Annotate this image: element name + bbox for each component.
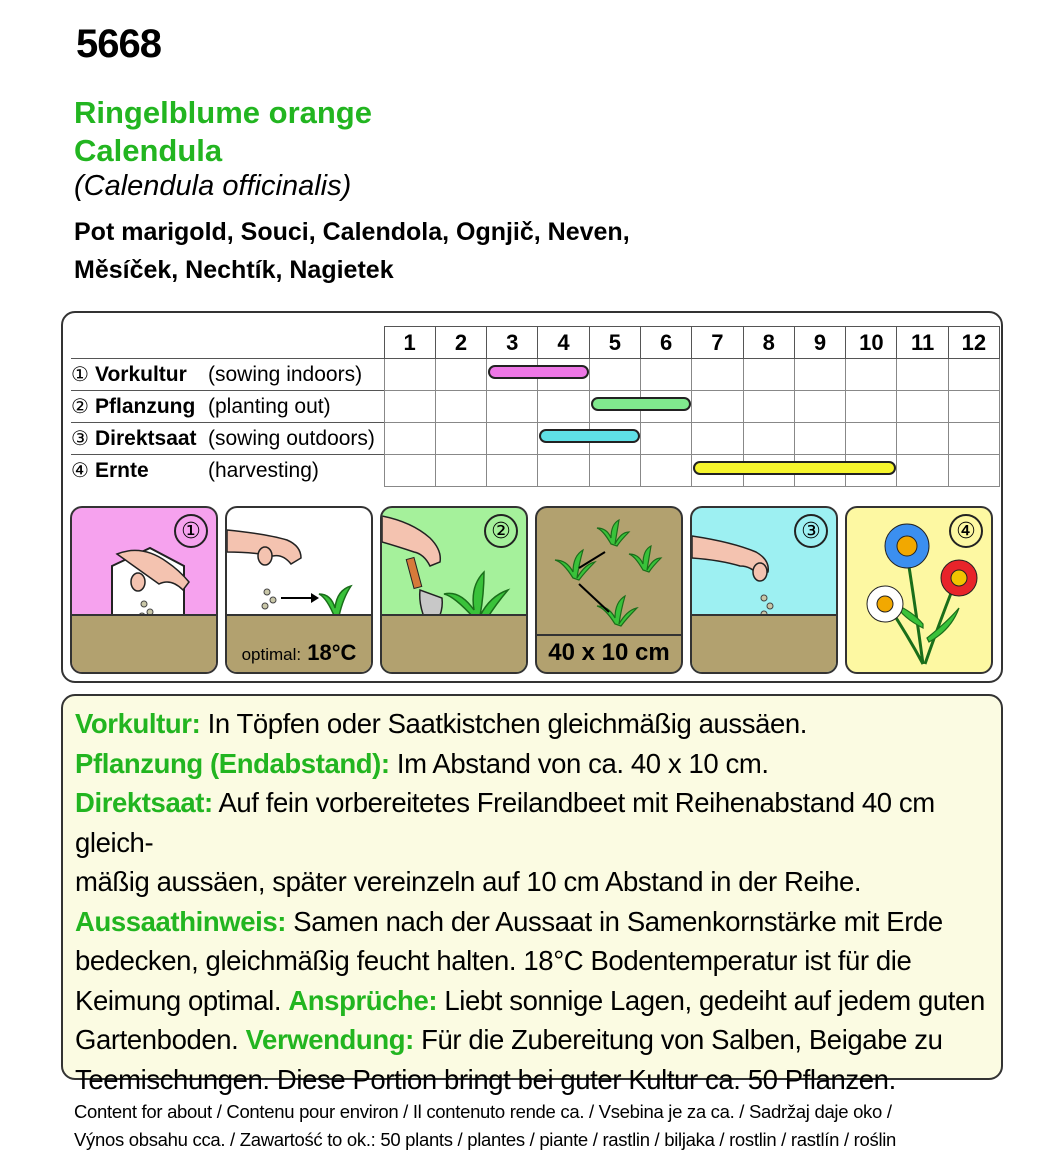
month-cell bbox=[538, 455, 589, 487]
spacing-label: 40 x 10 cm bbox=[537, 634, 681, 672]
month-cell bbox=[948, 455, 999, 487]
month-header: 2 bbox=[435, 327, 486, 359]
panel-germination-temperature bbox=[225, 506, 373, 674]
panel-plant-spacing bbox=[535, 506, 683, 674]
month-cell bbox=[384, 359, 435, 391]
panel-direct-sowing bbox=[690, 506, 838, 674]
month-header: 4 bbox=[538, 327, 589, 359]
vorkultur-text: In Töpfen oder Saatkistchen gleichmäßig aussäen. bbox=[200, 708, 808, 739]
month-cell bbox=[794, 455, 845, 487]
ansprueche-text-cont: Gartenboden. bbox=[75, 1024, 246, 1055]
vorkultur-label: Vorkultur: bbox=[75, 708, 201, 739]
month-cell bbox=[538, 391, 589, 423]
step-number-icon: ① bbox=[71, 364, 89, 386]
month-cell bbox=[948, 391, 999, 423]
month-cell bbox=[897, 359, 948, 391]
step-number-icon: ① bbox=[174, 514, 208, 548]
ansprueche-text: Liebt sonnige Lagen, gedeiht auf jedem guten bbox=[437, 984, 985, 1016]
month-cell bbox=[846, 359, 897, 391]
latin-name: (Calendula officinalis) bbox=[74, 170, 352, 202]
direktsaat-text-cont: mäßig aussäen, später vereinzeln auf 10 cm Abstand in der Reihe. bbox=[75, 866, 862, 897]
activity-translation: (sowing indoors) bbox=[208, 363, 363, 386]
month-cell bbox=[846, 423, 897, 455]
month-cell bbox=[692, 423, 743, 455]
month-cell bbox=[692, 391, 743, 423]
month-cell bbox=[897, 391, 948, 423]
month-header: 7 bbox=[692, 327, 743, 359]
cultivation-info bbox=[61, 694, 1003, 1095]
month-header: 8 bbox=[743, 327, 794, 359]
month-cell bbox=[846, 455, 897, 487]
month-header: 11 bbox=[897, 327, 948, 359]
month-cell bbox=[589, 359, 640, 391]
direktsaat-text: Auf fein vorbereitetes Freilandbeet mit Reihenabstand 40 cm gleich- bbox=[75, 787, 935, 858]
aussaathinweis-label: Aussaathinweis: bbox=[75, 905, 287, 937]
month-cell bbox=[948, 423, 999, 455]
optimal-temperature: 18°C bbox=[307, 640, 357, 665]
month-cell bbox=[487, 423, 538, 455]
activity-translation: (planting out) bbox=[208, 395, 331, 418]
optimal-label: optimal: bbox=[241, 645, 302, 664]
month-cell bbox=[897, 423, 948, 455]
article-number: 5668 bbox=[76, 22, 161, 66]
footer-line2: Výnos obsahu cca. / Zawartość to ok.: 50 plants / plantes / piante / rastlin / biljaka / rostlin / rastlín / roślin bbox=[74, 1129, 897, 1150]
panel-planting-out bbox=[380, 506, 528, 674]
month-cell bbox=[640, 455, 691, 487]
sowing-calendar bbox=[61, 311, 1003, 683]
month-cell bbox=[589, 423, 640, 455]
direktsaat-label: Direktsaat: bbox=[75, 787, 213, 818]
verwendung-label: Verwendung: bbox=[245, 1024, 414, 1055]
activity-translation: (harvesting) bbox=[208, 459, 319, 483]
month-cell bbox=[846, 391, 897, 423]
step-number-icon: ② bbox=[71, 396, 89, 418]
month-cell bbox=[487, 391, 538, 423]
month-cell bbox=[384, 423, 435, 455]
calendar-row bbox=[71, 359, 1000, 391]
month-cell bbox=[589, 391, 640, 423]
month-cell bbox=[743, 455, 794, 487]
month-cell bbox=[538, 359, 589, 391]
activity-label: Ernte bbox=[95, 459, 149, 483]
month-cell bbox=[794, 359, 845, 391]
month-cell bbox=[692, 455, 743, 487]
step-number-icon: ③ bbox=[794, 514, 828, 548]
activity-translation: (sowing outdoors) bbox=[208, 427, 375, 450]
ansprueche-label: Ansprüche: bbox=[288, 984, 438, 1016]
month-cell bbox=[794, 391, 845, 423]
activity-label: Vorkultur bbox=[95, 363, 187, 386]
aussaathinweis-text-cont: bedecken, gleichmäßig feucht halten. 18°C Bodentemperatur ist für die bbox=[75, 945, 912, 976]
month-header: 10 bbox=[846, 327, 897, 359]
month-cell bbox=[384, 455, 435, 487]
month-header: 9 bbox=[794, 327, 845, 359]
month-cell bbox=[897, 455, 948, 487]
verwendung-text-cont: Teemischungen. Diese Portion bringt bei guter Kultur ca. 50 Pflanzen. bbox=[75, 1063, 896, 1095]
step-number-icon: ④ bbox=[949, 514, 983, 548]
month-cell bbox=[435, 359, 486, 391]
pflanzung-text: Im Abstand von ca. 40 x 10 cm. bbox=[389, 747, 769, 779]
month-header: 12 bbox=[948, 327, 999, 359]
step-number-icon: ② bbox=[484, 514, 518, 548]
title-german: Ringelblume orange bbox=[74, 95, 372, 130]
month-cell bbox=[487, 359, 538, 391]
common-names-line2: Měsíček, Nechtík, Nagietek bbox=[74, 256, 394, 284]
month-cell bbox=[384, 391, 435, 423]
month-cell bbox=[435, 455, 486, 487]
month-cell bbox=[640, 391, 691, 423]
month-cell bbox=[589, 455, 640, 487]
month-cell bbox=[743, 391, 794, 423]
panel-harvesting bbox=[845, 506, 993, 674]
aussaathinweis-text: Samen nach der Aussaat in Samenkornstärke mit Erde bbox=[286, 905, 943, 937]
month-cell bbox=[487, 455, 538, 487]
month-cell bbox=[640, 359, 691, 391]
calendar-row bbox=[71, 455, 1000, 487]
activity-label: Direktsaat bbox=[95, 427, 197, 450]
common-names-line1: Pot marigold, Souci, Calendola, Ognjič, Neven, bbox=[74, 218, 630, 246]
month-header-row bbox=[71, 327, 1000, 359]
month-cell bbox=[435, 391, 486, 423]
step-number-icon: ③ bbox=[71, 428, 89, 450]
month-cell bbox=[435, 423, 486, 455]
month-header: 3 bbox=[487, 327, 538, 359]
pflanzung-label: Pflanzung (Endabstand): bbox=[75, 747, 390, 779]
activity-label: Pflanzung bbox=[95, 395, 196, 418]
title-genus: Calendula bbox=[74, 133, 223, 168]
month-cell bbox=[692, 359, 743, 391]
verwendung-text: Für die Zubereitung von Salben, Beigabe zu bbox=[413, 1024, 943, 1055]
calendar-row bbox=[71, 423, 1000, 455]
month-header: 5 bbox=[589, 327, 640, 359]
step-number-icon: ④ bbox=[71, 460, 89, 483]
footer-line1: Content for about / Contenu pour environ / Il contenuto rende ca. / Vsebina je za ca. / Sadržaj daje oko / bbox=[74, 1101, 892, 1122]
calendar-row bbox=[71, 391, 1000, 423]
calendar-table bbox=[71, 326, 1000, 487]
month-cell bbox=[640, 423, 691, 455]
panel-sowing-indoors bbox=[70, 506, 218, 674]
month-header: 6 bbox=[640, 327, 691, 359]
aussaathinweis-text-end: Keimung optimal. bbox=[75, 984, 289, 1016]
content-footer bbox=[74, 1098, 896, 1154]
month-header: 1 bbox=[384, 327, 435, 359]
cultivation-text bbox=[75, 704, 990, 1099]
month-cell bbox=[794, 423, 845, 455]
month-cell bbox=[743, 359, 794, 391]
month-cell bbox=[538, 423, 589, 455]
month-cell bbox=[948, 359, 999, 391]
month-cell bbox=[743, 423, 794, 455]
